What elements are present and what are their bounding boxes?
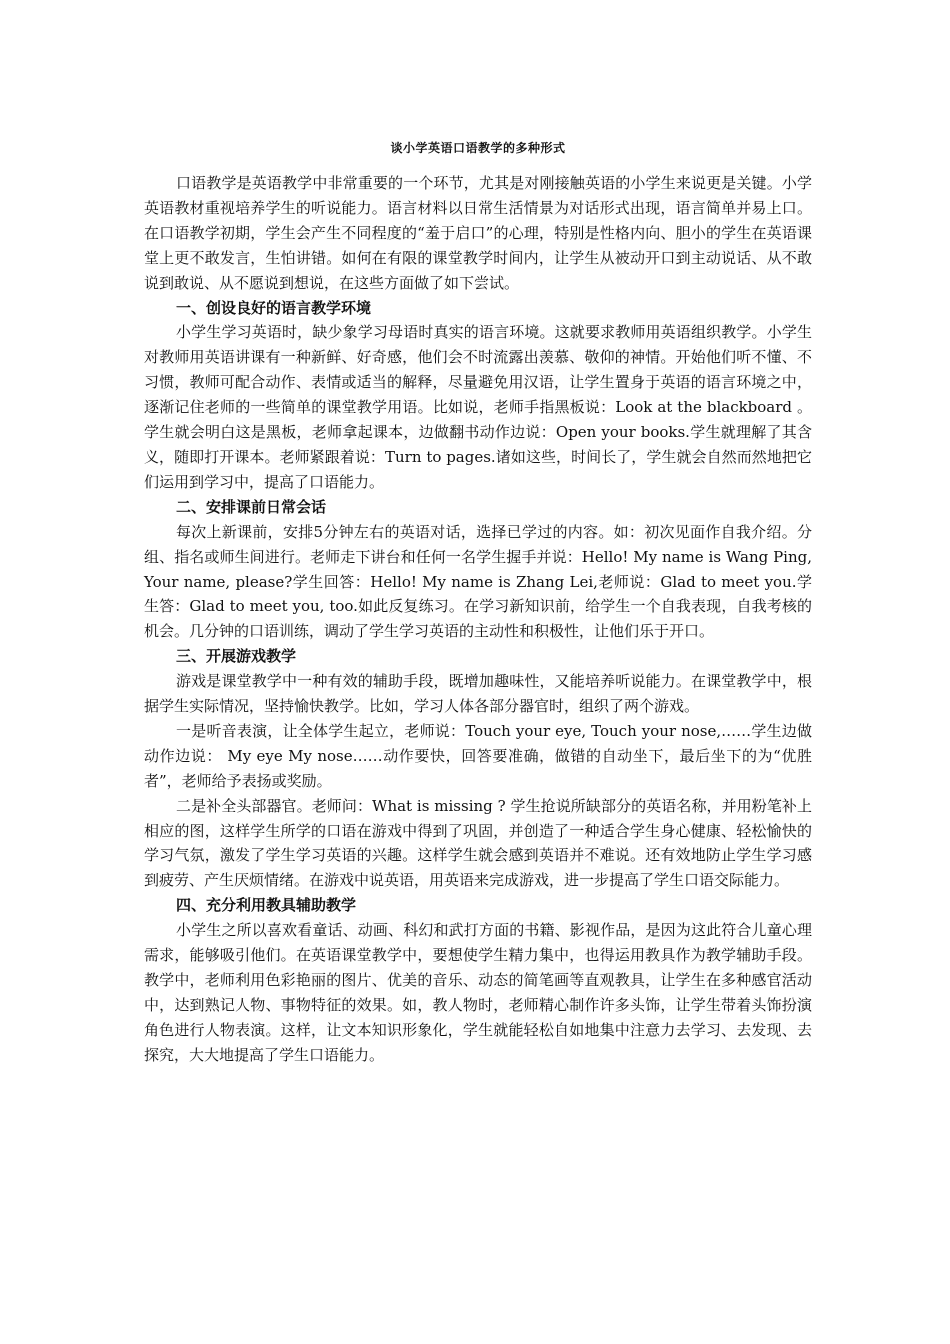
document-body [144, 171, 812, 1068]
document-title: 谈小学英语口语教学的多种形式 [390, 141, 566, 155]
section-heading-3: 三、开展游戏教学 [176, 647, 297, 666]
paragraph-section-1: 小学生学习英语时，缺少象学习母语时真实的语言环境。这就要求教师用英语组织教学。小学生对教师用英语讲课有一种新鲜、好奇感，他们会不时流露出羡慕、敬仰的神情。开始他们听不懂、不习惯，教师可配合动作、表情或适当的解释，尽量避免用汉语，让学生置身于英语的语言环境之中，逐渐记住老师的一些简单的课堂教学用语。比如说，老师手指黑板说：Look at the blackboard 。学生就会明白这是黑板，老师拿起课本，边做翻书动作边说：Open your books.学生就理解了其含义，随即打开课本。老师紧跟着说：Turn to pages.诸如这些，时间长了，学生就会自然而然地把它们运用到学习中，提高了口语能力。 [144, 323, 812, 491]
paragraph-section-2: 每次上新课前，安排5分钟左右的英语对话，选择已学过的内容。如：初次见面作自我介绍。分组、指名或师生间进行。老师走下讲台和任何一名学生握手并说：Hello! My name is Wang Ping, Your name, please?学生回答：Hello! My name is Zhang Lei,老师说：Glad to meet you.学生答：Glad to meet you, too.如此反复练习。在学习新知识前，给学生一个自我表现，自我考核的机会。几分钟的口语训练，调动了学生学习英语的主动性和积极性，让他们乐于开口。 [144, 522, 812, 641]
paragraph-section-4: 小学生之所以喜欢看童话、动画、科幻和武打方面的书籍、影视作品，是因为这此符合儿童心理需求，能够吸引他们。在英语课堂教学中，要想使学生精力集中，也得运用教具作为教学辅助手段。教学中，老师利用色彩艳丽的图片、优美的音乐、动态的简笔画等直观教具，让学生在多种感官活动中，达到熟记人物、事物特征的效果。如，教人物时，老师精心制作许多头饰，让学生带着头饰扮演角色进行人物表演。这样，让文本知识形象化，学生就能轻松自如地集中注意力去学习、去发现、去探究，大大地提高了学生口语能力。 [144, 921, 812, 1064]
section-heading-2: 二、安排课前日常会话 [176, 497, 327, 516]
paragraph-section-3a: 游戏是课堂教学中一种有效的辅助手段，既增加趣味性，又能培养听说能力。在课堂教学中，根据学生实际情况，坚持愉快教学。比如，学习人体各部分器官时，组织了两个游戏。 [144, 672, 812, 716]
section-heading-1: 一、创设良好的语言教学环境 [176, 298, 372, 317]
paragraph-intro: 口语教学是英语教学中非常重要的一个环节，尤其是对刚接触英语的小学生来说更是关键。小学英语教材重视培养学生的听说能力。语言材料以日常生活情景为对话形式出现，语言简单并易上口。在口语教学初期，学生会产生不同程度的“羞于启口”的心理，特别是性格内向、胆小的学生在英语课堂上更不敢发言，生怕讲错。如何在有限的课堂教学时间内，让学生从被动开口到主动说话、从不敢说到敢说、从不愿说到想说，在这些方面做了如下尝试。 [144, 174, 812, 292]
section-heading-4: 四、充分利用教具辅助教学 [176, 896, 357, 915]
paragraph-section-3b: 一是听音表演，让全体学生起立，老师说：Touch your eye, Touch your nose,……学生边做动作边说： My eye My nose……动作要快，回答要准确，做错的自动坐下，最后坐下的为“优胜者”，老师给予表扬或奖励。 [144, 721, 812, 790]
paragraph-section-3c: 二是补全头部器官。老师问：What is missing ? 学生抢说所缺部分的英语名称，并用粉笔补上相应的图，这样学生所学的口语在游戏中得到了巩固，并创造了一种适合学生身心健康、轻松愉快的学习气氛，激发了学生学习英语的兴趣。这样学生就会感到英语并不难说。还有效地防止学生学习感到疲劳、产生厌烦情绪。在游戏中说英语，用英语来完成游戏，进一步提高了学生口语交际能力。 [144, 796, 812, 890]
